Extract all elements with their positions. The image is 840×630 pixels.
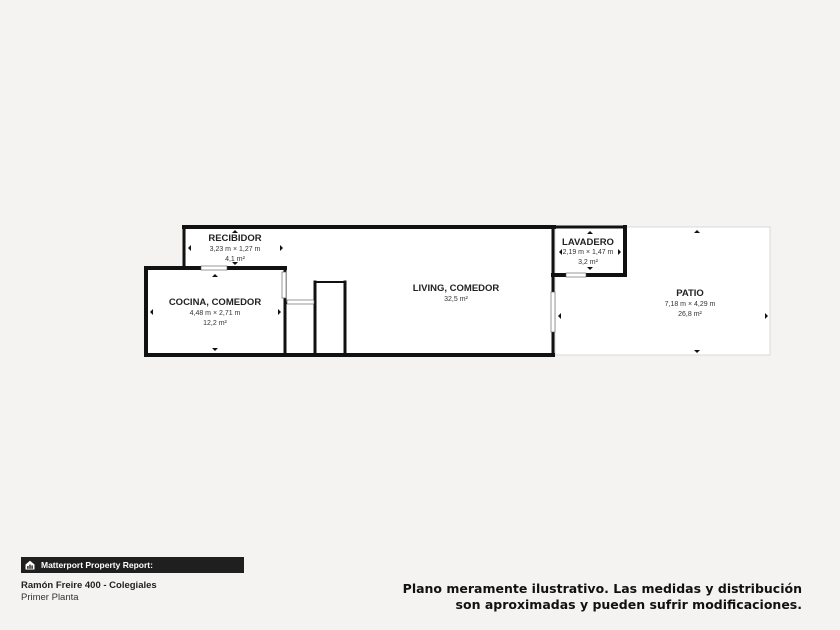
room-name-cocina: COCINA, COMEDOR — [168, 297, 262, 308]
room-area-living: 32,5 m² — [444, 296, 468, 303]
disclaimer-line-2: son aproximadas y pueden sufrir modificaciones. — [455, 597, 802, 612]
report-badge — [21, 557, 244, 573]
room-area-patio: 26,8 m² — [678, 311, 702, 318]
room-dims-recibidor: 3,23 m × 1,27 m — [209, 246, 261, 253]
room-name-recibidor: RECIBIDOR — [208, 233, 262, 244]
room-name-living: LIVING, COMEDOR — [412, 283, 500, 294]
disclaimer-line-1: Plano meramente ilustrativo. Las medidas y distribución — [402, 581, 802, 596]
badge-label: Matterport Property Report: — [41, 560, 153, 570]
house-chart-icon — [25, 560, 35, 570]
room-name-lavadero: LAVADERO — [562, 237, 614, 248]
disclaimer — [403, 581, 802, 613]
floor-label: Primer Planta — [21, 592, 79, 603]
room-dims-cocina: 4,48 m × 2,71 m — [189, 310, 241, 317]
property-address: Ramón Freire 400 - Colegiales — [21, 580, 157, 591]
room-area-lavadero: 3,2 m² — [578, 259, 598, 266]
room-area-cocina: 12,2 m² — [203, 320, 227, 327]
room-dims-lavadero: 2,19 m × 1,47 m — [562, 249, 614, 256]
room-dims-patio: 7,18 m × 4,29 m — [664, 301, 716, 308]
room-area-recibidor: 4,1 m² — [225, 256, 245, 263]
room-name-patio: PATIO — [676, 288, 704, 299]
